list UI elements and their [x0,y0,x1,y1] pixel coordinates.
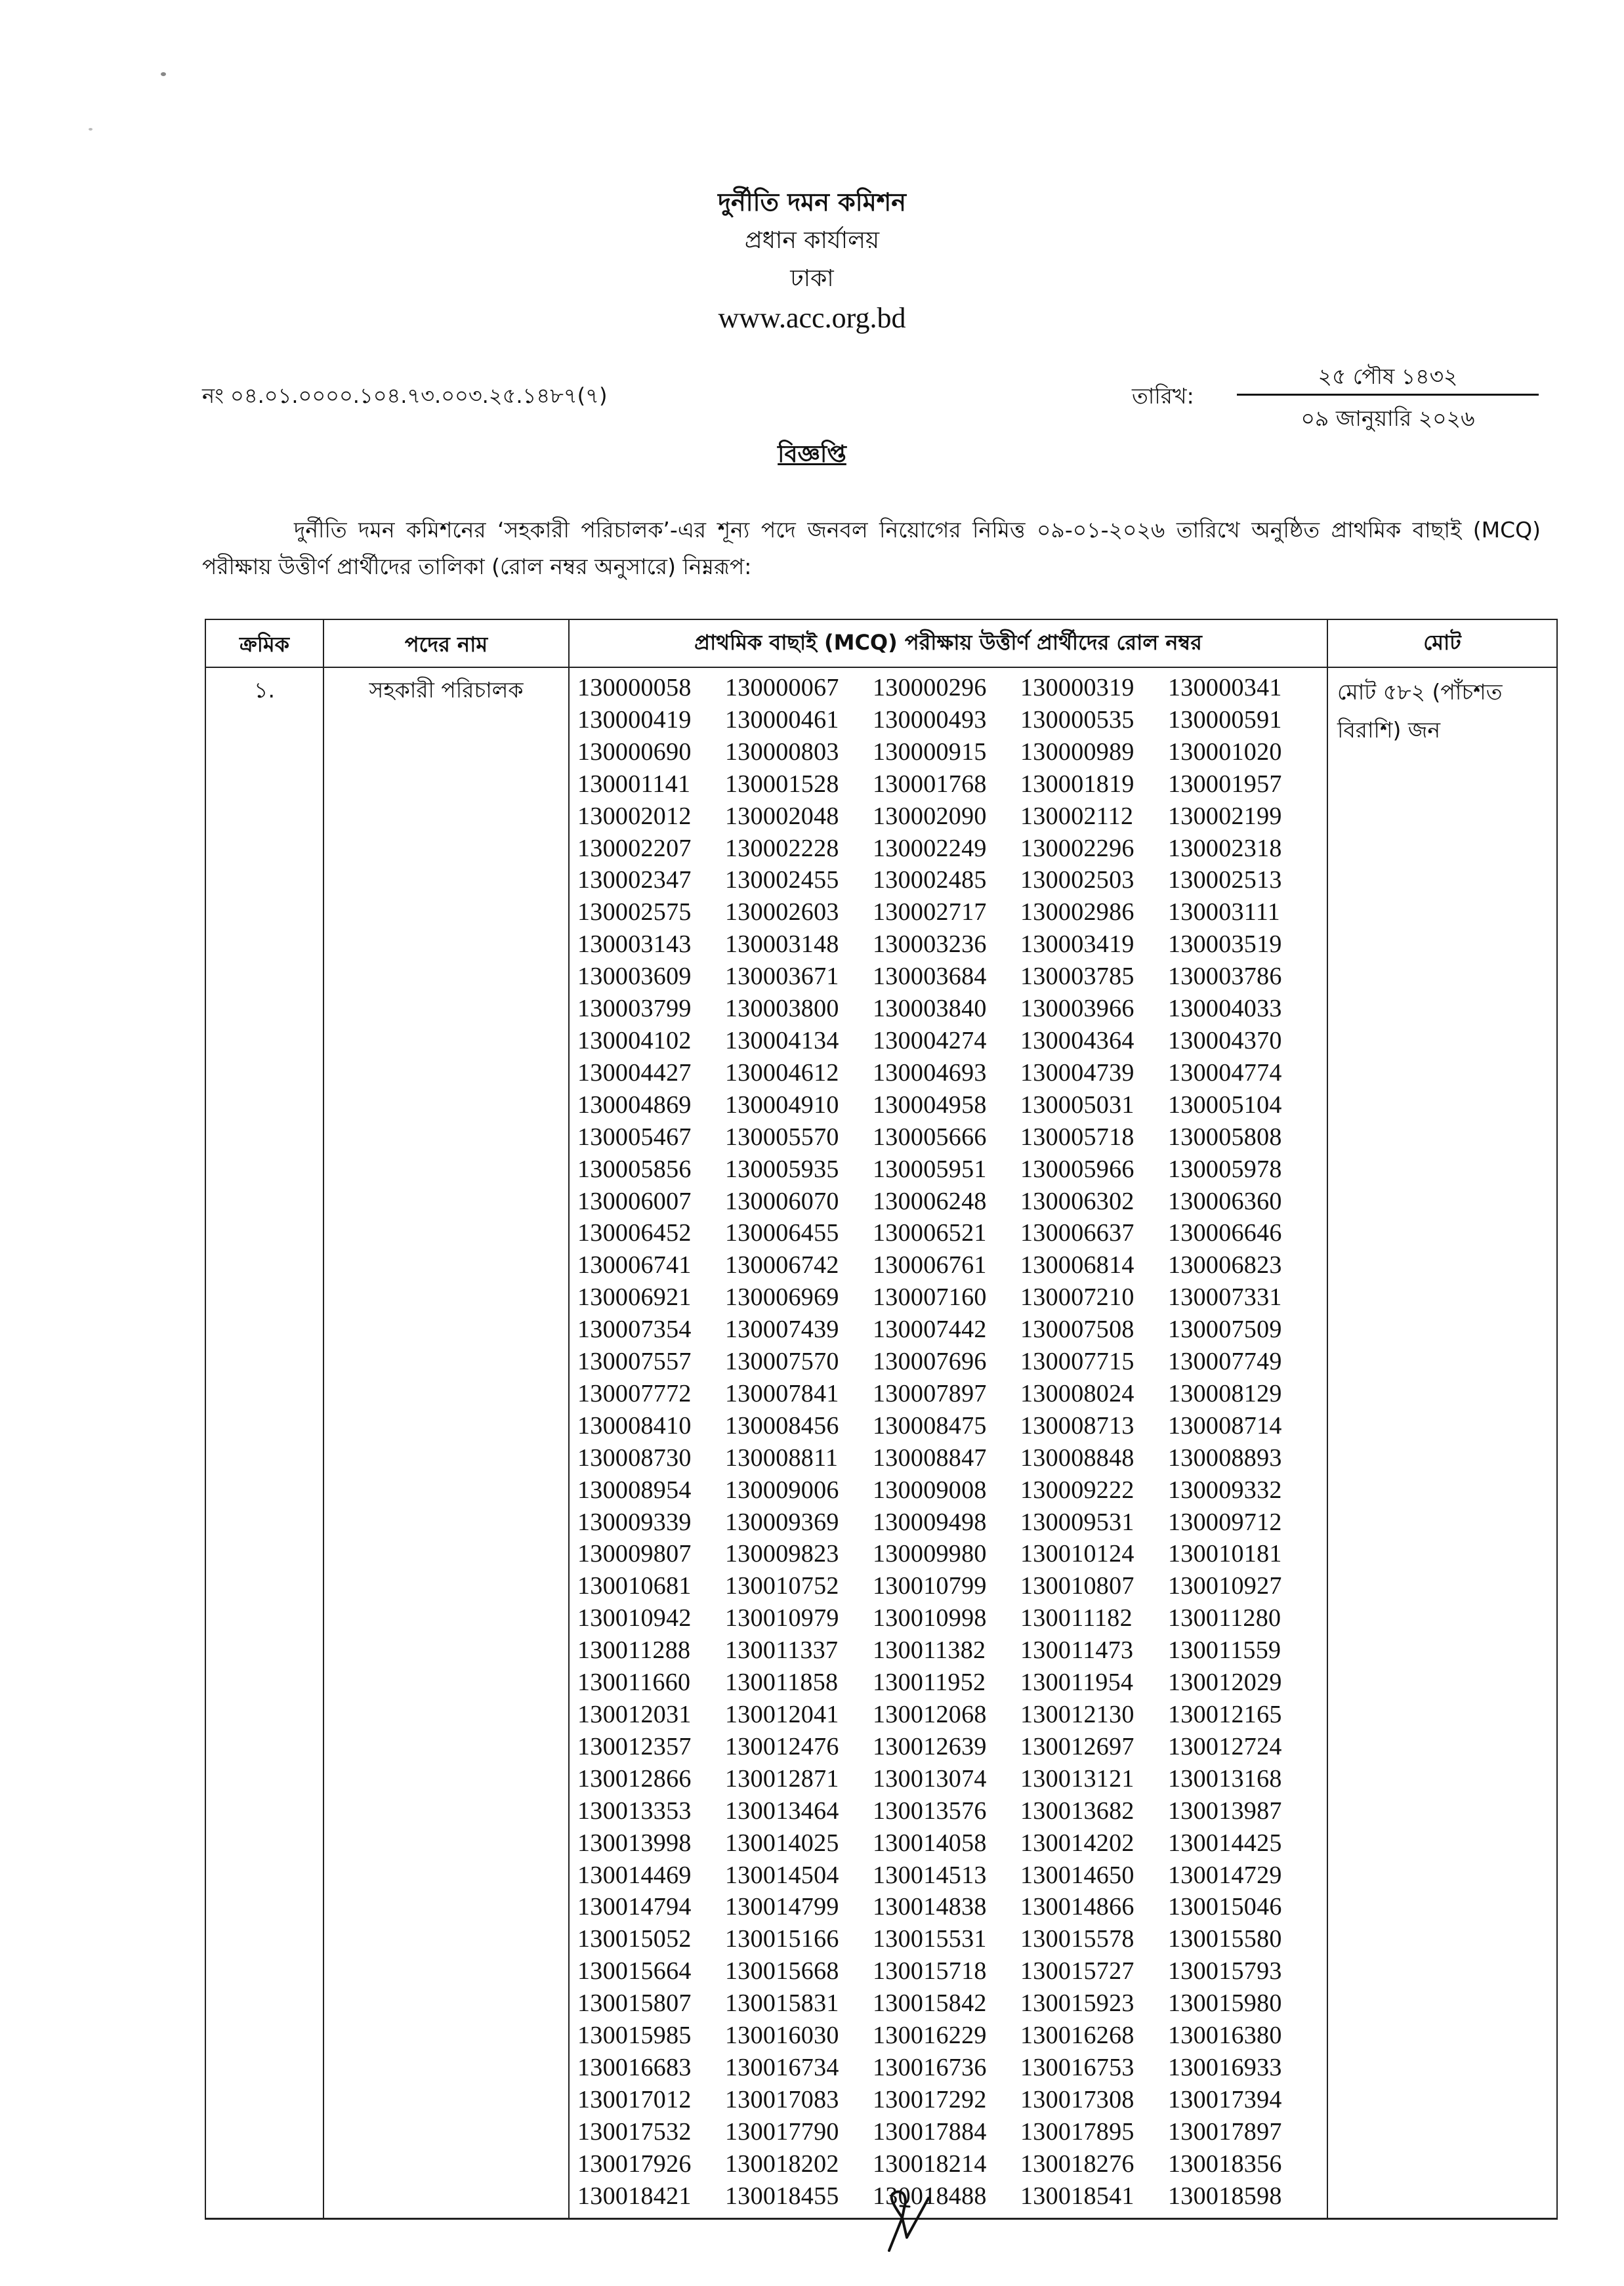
roll-number: 130008847 [873,1444,987,1472]
roll-number: 130016753 [1020,2053,1135,2081]
roll-number: 130000461 [725,705,839,734]
roll-number: 130014058 [873,1829,987,1857]
roll-number: 130003419 [1020,930,1135,959]
roll-number: 130003966 [1020,995,1135,1023]
roll-number: 130008954 [577,1476,692,1504]
roll-number: 130015793 [1168,1957,1282,1985]
roll-number: 130011382 [873,1636,986,1665]
roll-number: 130006637 [1020,1219,1135,1247]
roll-number: 130006248 [873,1187,987,1215]
roll-number: 130007509 [1168,1316,1282,1344]
roll-number: 130011660 [577,1669,691,1697]
roll-number: 130002048 [725,802,839,830]
roll-number: 130007570 [725,1348,839,1376]
roll-number: 130009807 [577,1540,692,1568]
header-post-name: পদের নাম [323,619,569,667]
roll-number: 130003799 [577,995,692,1023]
roll-number: 130002012 [577,802,692,830]
roll-number: 130010752 [725,1572,839,1600]
roll-number: 130015842 [873,1989,987,2018]
roll-number: 130007160 [873,1283,987,1312]
roll-number: 130014729 [1168,1861,1282,1889]
roll-number: 130013998 [577,1829,692,1857]
roll-number: 130000591 [1168,705,1282,734]
roll-number: 130002296 [1020,834,1135,862]
roll-number: 130012031 [577,1701,692,1728]
roll-number: 130002575 [577,898,692,926]
roll-number: 130000915 [873,738,987,766]
roll-number: 130014425 [1168,1829,1282,1857]
roll-number: 130017292 [873,2085,987,2113]
roll-number: 130004869 [577,1091,692,1119]
roll-number: 130018421 [577,2182,692,2210]
roll-number: 130013074 [873,1764,987,1793]
roll-number: 130014513 [873,1861,987,1889]
roll-number: 130004102 [577,1026,692,1054]
header-total: মোট [1327,619,1557,667]
roll-number: 130003840 [873,995,987,1023]
roll-number: 130007557 [577,1348,692,1376]
roll-number: 130017083 [725,2085,839,2113]
notice-title: বিজ্ঞপ্তি [778,441,846,468]
roll-number: 130008811 [725,1444,839,1472]
roll-number: 130012871 [725,1764,839,1793]
roll-number: 130000989 [1020,738,1135,766]
roll-number: 130018202 [725,2150,839,2178]
roll-number: 130008713 [1020,1411,1135,1440]
roll-number: 130006521 [873,1219,987,1247]
results-table [205,619,1558,2220]
cell-roll-numbers [569,667,1327,2218]
roll-number: 130004134 [725,1026,839,1054]
roll-number: 130010927 [1168,1572,1282,1600]
roll-number: 130013464 [725,1797,839,1825]
roll-number: 130014202 [1020,1829,1135,1857]
roll-number: 130003671 [725,963,839,991]
roll-number: 130006742 [725,1251,839,1279]
roll-number: 130006007 [577,1187,692,1215]
roll-number: 130013987 [1168,1797,1282,1825]
roll-number: 130007715 [1020,1348,1135,1376]
roll-number: 130001528 [725,770,839,798]
roll-number: 130011182 [1020,1604,1133,1632]
roll-number: 130016268 [1020,2022,1135,2050]
cell-serial: ১. [205,667,323,2218]
roll-number: 130004364 [1020,1026,1135,1054]
roll-number: 130017394 [1168,2085,1282,2113]
roll-number: 130014650 [1020,1861,1135,1889]
roll-number: 130005978 [1168,1155,1282,1183]
roll-number: 130012866 [577,1764,692,1793]
roll-number: 130016736 [873,2053,987,2081]
roll-number: 130006969 [725,1283,839,1312]
roll-number: 130015052 [577,1925,692,1953]
roll-number: 130002503 [1020,866,1135,894]
roll-number: 130008730 [577,1444,692,1472]
roll-number: 130003800 [725,995,839,1023]
roll-number: 130018455 [725,2182,839,2210]
roll-number: 130011288 [577,1636,691,1665]
roll-number: 130018276 [1020,2150,1135,2178]
roll-number: 130002455 [725,866,839,894]
roll-number: 130005031 [1020,1091,1135,1119]
roll-number: 130014838 [873,1893,987,1921]
roll-number: 130018214 [873,2150,987,2178]
cell-post-name: সহকারী পরিচালক [323,667,569,2218]
roll-number: 130007442 [873,1316,987,1344]
roll-number: 130004693 [873,1058,987,1087]
roll-number: 130017790 [725,2117,839,2146]
handwritten-signature-icon [866,2188,938,2260]
roll-number: 130003111 [1168,898,1280,926]
roll-number: 130004033 [1168,995,1282,1023]
roll-number: 130011280 [1168,1604,1281,1632]
roll-number: 130004958 [873,1091,987,1119]
roll-number: 130009369 [725,1508,839,1536]
roll-number: 130006070 [725,1187,839,1215]
roll-number: 130014866 [1020,1893,1135,1921]
roll-number: 130006452 [577,1219,692,1247]
roll-number: 130017012 [577,2085,692,2113]
roll-number: 130016734 [725,2053,839,2081]
roll-number: 130008456 [725,1411,839,1440]
header-roll-numbers: প্রাথমিক বাছাই (MCQ) পরীক্ষায় উত্তীর্ণ প্রার্থীদের রোল নম্বর [569,619,1327,667]
roll-number: 130003609 [577,963,692,991]
roll-number: 130007897 [873,1379,987,1407]
roll-number: 130015807 [577,1989,692,2018]
roll-number: 130012165 [1168,1701,1282,1728]
roll-number: 130013576 [873,1797,987,1825]
roll-number: 130005935 [725,1155,839,1183]
roll-number: 130006761 [873,1251,987,1279]
roll-number: 130000493 [873,705,987,734]
roll-number: 130013168 [1168,1764,1282,1793]
roll-number: 130003236 [873,930,987,959]
table-row [205,667,1557,2218]
roll-number: 130015580 [1168,1925,1282,1953]
roll-number: 130018541 [1020,2182,1135,2210]
cell-total: মোট ৫৮২ (পাঁচশত বিরাশি) জন [1327,667,1557,2218]
roll-number: 130000803 [725,738,839,766]
roll-number: 130017884 [873,2117,987,2146]
roll-number: 130008475 [873,1411,987,1440]
roll-number: 130015831 [725,1989,839,2018]
roll-number: 130002986 [1020,898,1135,926]
roll-number: 130009823 [725,1540,839,1568]
roll-number: 130006646 [1168,1219,1282,1247]
roll-number-grid [577,672,1327,2213]
roll-number: 130014794 [577,1893,692,1921]
roll-number: 130004739 [1020,1058,1135,1087]
roll-number: 130002199 [1168,802,1282,830]
roll-number: 130003786 [1168,963,1282,991]
roll-number: 130012068 [873,1701,987,1728]
roll-number: 130011954 [1020,1669,1134,1697]
roll-number: 130012041 [725,1701,839,1728]
roll-number: 130006921 [577,1283,692,1312]
roll-number: 130002228 [725,834,839,862]
roll-number: 130003785 [1020,963,1135,991]
roll-number: 130000067 [725,674,839,701]
roll-number: 130010998 [873,1604,987,1632]
roll-number: 130014025 [725,1829,839,1857]
roll-number: 130006823 [1168,1251,1282,1279]
roll-number: 130010681 [577,1572,692,1600]
roll-number: 130009980 [873,1540,987,1568]
roll-number: 130012724 [1168,1732,1282,1760]
website-link[interactable]: www.acc.org.bd [718,302,906,334]
roll-number: 130013121 [1020,1764,1135,1793]
roll-number: 130011473 [1020,1636,1134,1665]
roll-number: 130016030 [725,2022,839,2050]
notice-body: দুর্নীতি দমন কমিশনের ‘সহকারী পরিচালক’-এর শূন্য পদে জনবল নিয়োগের নিমিত্ত ০৯-০১-২০২৬ তারিখে অনুষ্ঠিত প্রাথমিক বাছাই (MCQ) পরীক্ষায় উত্তীর্ণ প্রার্থীদের তালিকা (রোল নম্বর অনুসারে) নিম্নরূপ: [202,517,1541,579]
roll-number: 130013682 [1020,1797,1135,1825]
roll-number: 130000341 [1168,674,1282,701]
roll-number: 130015046 [1168,1893,1282,1921]
scan-speck [161,72,166,76]
roll-number: 130016683 [577,2053,692,2081]
roll-number: 130007331 [1168,1283,1282,1312]
roll-number: 130008893 [1168,1444,1282,1472]
office-name: প্রধান কার্যালয় [744,227,880,254]
roll-number: 130003143 [577,930,692,959]
roll-number: 130010124 [1020,1540,1135,1568]
roll-number: 130002347 [577,866,692,894]
scan-speck [89,128,93,131]
city-name: ঢাকা [790,265,834,292]
roll-number: 130002717 [873,898,987,926]
roll-number: 130005666 [873,1123,987,1151]
roll-number: 130013353 [577,1797,692,1825]
roll-number: 130017895 [1020,2117,1135,2146]
roll-number: 130000319 [1020,674,1135,701]
roll-number: 130002090 [873,802,987,830]
memo-number: নং ০৪.০১.০০০০.১০৪.৭৩.০০৩.২৫.১৪৮৭(৭) [202,383,608,408]
roll-number: 130012029 [1168,1669,1282,1697]
roll-number: 130007210 [1020,1283,1135,1312]
roll-number: 130009008 [873,1476,987,1504]
roll-number: 130006302 [1020,1187,1135,1215]
roll-number: 130016380 [1168,2022,1282,2050]
roll-number: 130004910 [725,1091,839,1119]
roll-number: 130005856 [577,1155,692,1183]
roll-number: 130015727 [1020,1957,1135,1985]
roll-number: 130012639 [873,1732,987,1760]
roll-number: 130007696 [873,1348,987,1376]
roll-number: 130017897 [1168,2117,1282,2146]
roll-number: 130003684 [873,963,987,991]
roll-number: 130005718 [1020,1123,1135,1151]
date-label: তারিখ: [1132,383,1194,409]
roll-number: 130001819 [1020,770,1135,798]
roll-number: 130015166 [725,1925,839,1953]
roll-number: 130007841 [725,1379,839,1407]
roll-number: 130005951 [873,1155,987,1183]
roll-number: 130015531 [873,1925,987,1953]
header-serial: ক্রমিক [205,619,323,667]
roll-number: 130001020 [1168,738,1282,766]
roll-number: 130018598 [1168,2182,1282,2210]
roll-number: 130011858 [725,1669,839,1697]
roll-number: 130005570 [725,1123,839,1151]
roll-number: 130009222 [1020,1476,1135,1504]
roll-number: 130008714 [1168,1411,1282,1440]
roll-number: 130012476 [725,1732,839,1760]
roll-number: 130014504 [725,1861,839,1889]
roll-number: 130002513 [1168,866,1282,894]
roll-number: 130006741 [577,1251,692,1279]
roll-number: 130015718 [873,1957,987,1985]
roll-number: 130009498 [873,1508,987,1536]
roll-number: 130001768 [873,770,987,798]
roll-number: 130003148 [725,930,839,959]
roll-number: 130004370 [1168,1026,1282,1054]
roll-number: 130015923 [1020,1989,1135,2018]
roll-number: 130004612 [725,1058,839,1087]
roll-number: 130007354 [577,1316,692,1344]
roll-number: 130011337 [725,1636,839,1665]
roll-number: 130005808 [1168,1123,1282,1151]
roll-number: 130008848 [1020,1444,1135,1472]
date-block [1132,360,1539,438]
roll-number: 130017308 [1020,2085,1135,2113]
roll-number: 130004427 [577,1058,692,1087]
roll-number: 130003519 [1168,930,1282,959]
roll-number: 130005966 [1020,1155,1135,1183]
date-gregorian: ০৯ জানুয়ারি ২০২৬ [1301,405,1475,431]
roll-number: 130008129 [1168,1379,1282,1407]
roll-number: 130015985 [577,2022,692,2050]
roll-number: 130010979 [725,1604,839,1632]
roll-number: 130018488 [873,2182,987,2210]
roll-number: 130007772 [577,1379,692,1407]
roll-number: 130009339 [577,1508,692,1536]
roll-number: 130007508 [1020,1316,1135,1344]
roll-number: 130018356 [1168,2150,1282,2178]
roll-number: 130009712 [1168,1508,1282,1536]
roll-number: 130014799 [725,1893,839,1921]
roll-number: 130006360 [1168,1187,1282,1215]
roll-number: 130006814 [1020,1251,1135,1279]
roll-number: 130015668 [725,1957,839,1985]
roll-number: 130000535 [1020,705,1135,734]
organization-name: দুর্নীতি দমন কমিশন [718,188,906,217]
roll-number: 130004774 [1168,1058,1282,1087]
roll-number: 130016229 [873,2022,987,2050]
roll-number: 130008410 [577,1411,692,1440]
roll-number: 130005104 [1168,1091,1282,1119]
table-header-row [205,619,1557,667]
roll-number: 130008024 [1020,1379,1135,1407]
roll-number: 130004274 [873,1026,987,1054]
roll-number: 130001141 [577,770,691,798]
letterhead [0,182,1624,339]
roll-number: 130007749 [1168,1348,1282,1376]
roll-number: 130011559 [1168,1636,1281,1665]
roll-number: 130000690 [577,738,692,766]
roll-number: 130000419 [577,705,692,734]
roll-number: 130010942 [577,1604,692,1632]
roll-number: 130007439 [725,1316,839,1344]
roll-number: 130001957 [1168,770,1282,798]
roll-number: 130012697 [1020,1732,1135,1760]
roll-number: 130009332 [1168,1476,1282,1504]
roll-number: 130002207 [577,834,692,862]
roll-number: 130012357 [577,1732,692,1760]
roll-number: 130014469 [577,1861,692,1889]
roll-number: 130002603 [725,898,839,926]
roll-number: 130015664 [577,1957,692,1985]
roll-number: 130002249 [873,834,987,862]
roll-number: 130010799 [873,1572,987,1600]
roll-number: 130002318 [1168,834,1282,862]
roll-number: 130006455 [725,1219,839,1247]
roll-number: 130017532 [577,2117,692,2146]
roll-number: 130017926 [577,2150,692,2178]
date-bangla: ২৫ পৌষ ১৪৩২ [1318,364,1458,389]
roll-number: 130016933 [1168,2053,1282,2081]
roll-number: 130009006 [725,1476,839,1504]
roll-number: 130011952 [873,1669,986,1697]
roll-number: 130010807 [1020,1572,1135,1600]
roll-number: 130000058 [577,674,692,701]
roll-number: 130015578 [1020,1925,1135,1953]
roll-number: 130012130 [1020,1701,1135,1728]
date-divider [1237,394,1539,396]
roll-number: 130015980 [1168,1989,1282,2018]
roll-number: 130005467 [577,1123,692,1151]
roll-number: 130002485 [873,866,987,894]
roll-number: 130000296 [873,674,987,701]
roll-number: 130009531 [1020,1508,1135,1536]
roll-number: 130002112 [1020,802,1134,830]
roll-number: 130010181 [1168,1540,1282,1568]
